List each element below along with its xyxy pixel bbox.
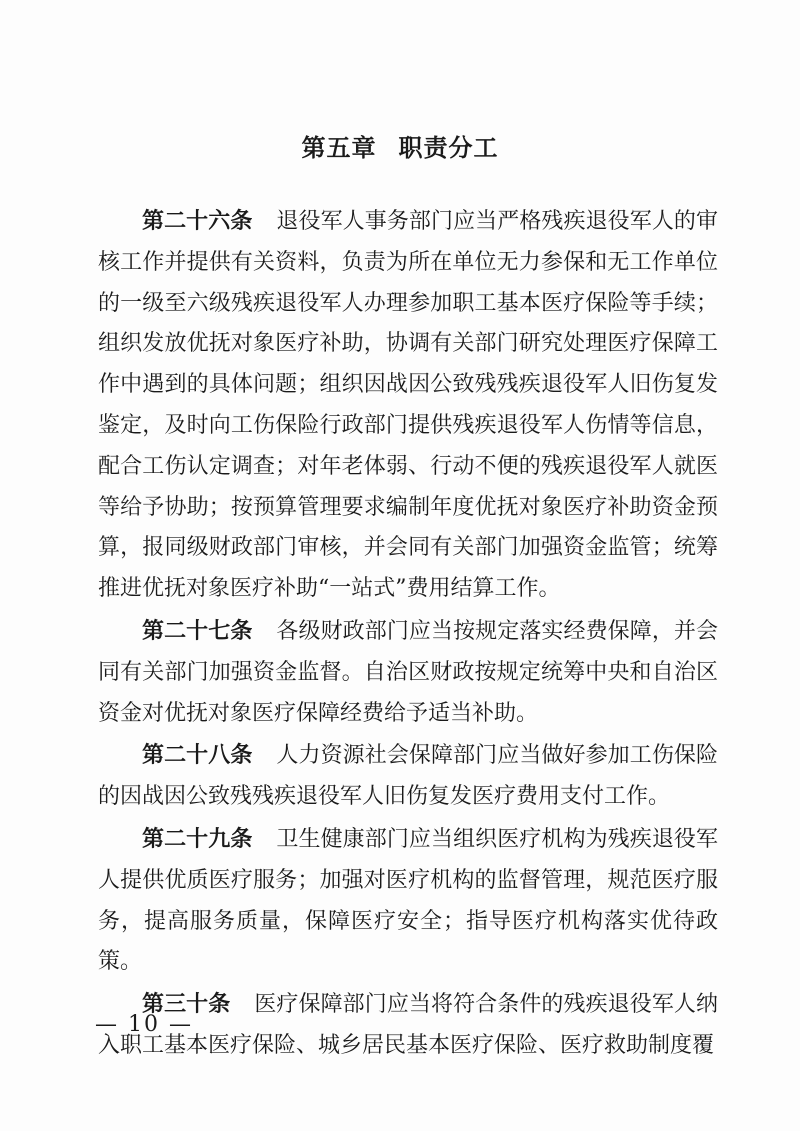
document-body	[98, 202, 718, 1069]
article-number: 第二十六条	[142, 209, 253, 234]
article-26	[98, 202, 718, 610]
article-number: 第二十七条	[142, 618, 253, 644]
article-29	[98, 820, 718, 983]
article-text: 人力资源社会保障部门应当做好参加工伤保险的因战因公致残残疾退役军人旧伤复发医疗费用支付工作。	[98, 743, 718, 810]
article-text: 医疗保障部门应当将符合条件的残疾退役军人纳入职工基本医疗保险、城乡居民基本医疗保险、医疗救助制度覆	[98, 992, 718, 1058]
article-text: 退役军人事务部门应当严格残疾退役军人的审核工作并提供有关资料，负责为所在单位无力参保和无工作单位的一级至六级残疾退役军人办理参加职工基本医疗保险等手续；组织发放优抚对象医疗补助，协调有关部门研究处理医疗保障工作中遇到的具体问题；组织因战因公致残残疾退役军人旧伤复发鉴定，及时向工伤保险行政部门提供残疾退役军人伤情等信息，配合工伤认定调查；对年老体弱、行动不便的残疾退役军人就医等给予协助；按预算管理要求编制年度优抚对象医疗补助资金预算，报同级财政部门审核，并会同有关部门加强资金监管；统筹推进优抚对象医疗补助“一站式”费用结算工作。	[98, 209, 718, 602]
article-27	[98, 612, 718, 734]
article-number: 第二十九条	[142, 826, 253, 852]
article-text: 卫生健康部门应当组织医疗机构为残疾退役军人提供优质医疗服务；加强对医疗机构的监督管理，规范医疗服务，提高服务质量，保障医疗安全；指导医疗机构落实优待政策。	[98, 826, 718, 975]
page-number: — 10 —	[95, 1012, 193, 1037]
article-text: 各级财政部门应当按规定落实经费保障，并会同有关部门加强资金监督。自治区财政按规定统筹中央和自治区资金对优抚对象医疗保障经费给予适当补助。	[98, 618, 718, 726]
chapter-name: 职责分工	[398, 134, 499, 162]
article-number: 第二十八条	[142, 743, 253, 769]
article-number: 第三十条	[142, 992, 231, 1018]
chapter-title	[0, 128, 800, 163]
article-28	[98, 736, 718, 818]
chapter-number: 第五章	[301, 134, 377, 162]
